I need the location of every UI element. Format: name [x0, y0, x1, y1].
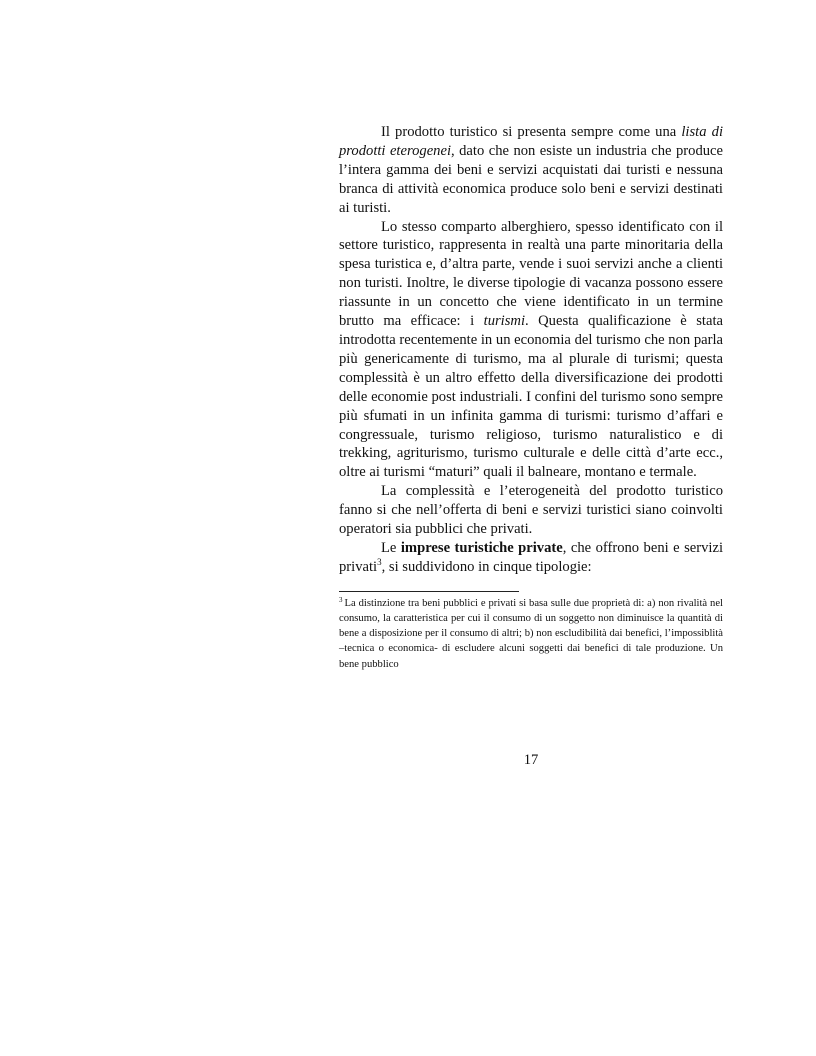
- text-run: , dato che non esiste un industria che produce l’intera gamma dei beni e servizi acquistati dai turisti e nessuna branca di attività economica produce solo beni e servizi destinati ai turisti.: [339, 142, 724, 216]
- footnote-separator: [339, 591, 519, 592]
- bold-term: imprese turistiche private: [400, 539, 563, 556]
- paragraph-product-list: [339, 123, 723, 218]
- text-run: . Questa qualificazione è stata introdotta recentemente in un economia del turismo che non parla più genericamente di turismo, ma al plurale di turismi; questa complessità è un altro effetto della diversificazione dei prodotti delle economie post industriali. I confini del turismo sono sempre più sfumati in un infinita gamma di turismi: turismo d’affari e congressuale, turismo religioso, turismo naturalistico e di trekking, agriturismo, turismo culturale e delle città d’arte ecc., oltre ai turismi “maturi” quali il balneare, montano e termale.: [339, 313, 723, 481]
- paragraph-complexity: La complessità e l’eterogeneità del prodotto turistico fanno si che nell’offerta di beni e servizi turistici siano coinvolti operatori sia pubblici che privati.: [339, 483, 723, 538]
- footnote-text: La distinzione tra beni pubblici e privati si basa sulle due proprietà di: a) non rivalità nel consumo, la caratteristica per cui il consumo di un soggetto non diminuisce la quantità di bene a disposizione per il consumo di altri; b) non escludibilità dai benefici, l’impossiblità –tecnica o economica- di escludere alcuni soggetti dai benefici di tale produzione. Un bene pubblico: [339, 597, 723, 670]
- footnote: [339, 596, 723, 672]
- text-run: , si suddividono in cinque tipologie:: [381, 558, 592, 575]
- paragraph-private-enterprises: [339, 539, 723, 577]
- footnote-marker: 3: [339, 595, 343, 604]
- italic-term: lista di prodotti eterogenei: [339, 124, 723, 159]
- page-number: 17: [523, 752, 539, 768]
- main-text-column: [339, 123, 723, 672]
- text-run: Le: [381, 539, 401, 556]
- italic-term: turismi: [483, 313, 525, 330]
- text-run: Il prodotto turistico si presenta sempre come una: [381, 124, 682, 140]
- paragraph-hotel-sector: [339, 218, 723, 483]
- text-run: , che offrono beni e servizi privati: [339, 539, 724, 575]
- text-run: Lo stesso comparto alberghiero, spesso identificato con il settore turistico, rappresenta in realtà una parte minoritaria della spesa turistica e, d’altra parte, vende i suoi servizi anche a clienti non turisti. Inoltre, le diverse tipologie di vacanza possono essere riassunte in un concetto che viene identificato in un termine brutto ma efficace: i: [339, 218, 723, 330]
- footnote-reference: 3: [377, 556, 382, 567]
